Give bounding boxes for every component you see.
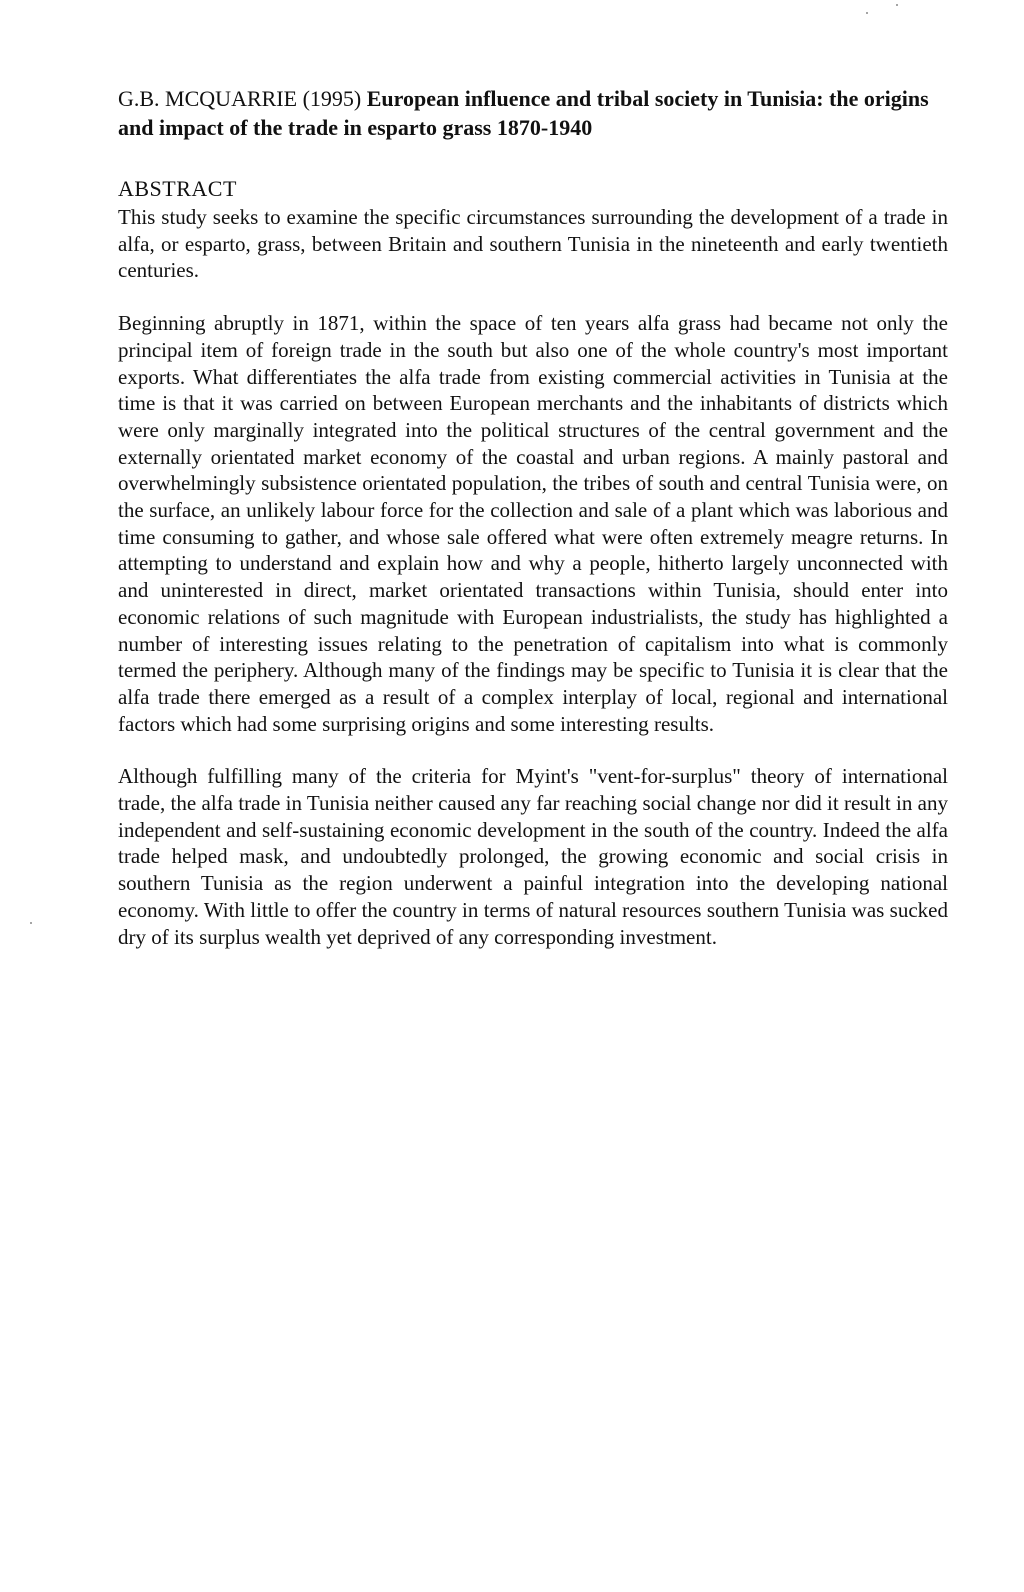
scan-speck [30, 922, 32, 924]
document-page [118, 84, 948, 950]
abstract-paragraph-2: Beginning abruptly in 1871, within the space of ten years alfa grass had became not only the principal item of foreign trade in the south but also one of the whole country's most important exports. What differentiates the alfa trade from existing commercial activities in Tunisia at the time is that it was carried on between European merchants and the inhabitants of districts which were only marginally integrated into the political structures of the central government and the externally orientated market economy of the coastal and urban regions. A mainly pastoral and overwhelmingly subsistence orientated population, the tribes of south and central Tunisia were, on the surface, an unlikely labour force for the collection and sale of a plant which was laborious and time consuming to gather, and whose sale offered what were often extremely meagre returns. In attempting to understand and explain how and why a people, hitherto largely unconnected with and uninterested in direct, market orientated transactions within Tunisia, should enter into economic relations of such magnitude with European industrialists, the study has highlighted a number of interesting issues relating to the penetration of capitalism into what is commonly termed the periphery. Although many of the findings may be specific to Tunisia it is clear that the alfa trade there emerged as a result of a complex interplay of local, regional and international factors which had some surprising origins and some interesting results. [118, 311, 948, 736]
author-year: G.B. MCQUARRIE (1995) [118, 86, 362, 111]
scan-speck [866, 12, 868, 14]
abstract-paragraph-3: Although fulfilling many of the criteria for Myint's "vent-for-surplus" theory of international trade, the alfa trade in Tunisia neither caused any far reaching social change nor did it result in any independent and self-sustaining economic development in the south of the country. Indeed the alfa trade helped mask, and undoubtedly prolonged, the growing economic and social crisis in southern Tunisia as the region underwent a painful integration into the developing national economy. With little to offer the country in terms of natural resources southern Tunisia was sucked dry of its surplus wealth yet deprived of any corresponding investment. [118, 764, 948, 949]
abstract-paragraph-1: This study seeks to examine the specific circumstances surrounding the development of a trade in alfa, or esparto, grass, between Britain and southern Tunisia in the nineteenth and early twentieth centuries. [118, 205, 948, 283]
abstract-heading: ABSTRACT [118, 176, 237, 201]
thesis-title: European influence and tribal society in Tunisia: the origins and impact of the trade in esparto grass 1870-1940 [118, 86, 929, 140]
scan-speck [896, 4, 898, 6]
document-title [118, 84, 948, 142]
